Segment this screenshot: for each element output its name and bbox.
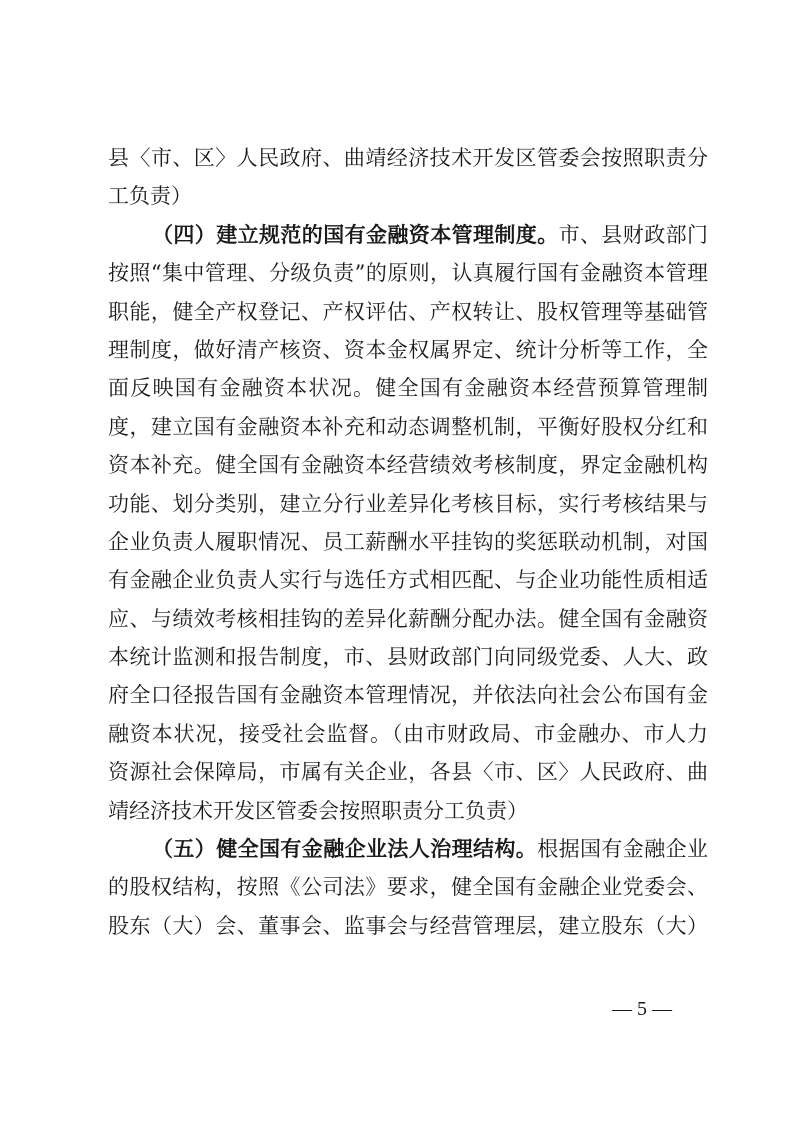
heading-continuation: 市、县财政部门 <box>558 222 709 247</box>
text-line: 县〈市、区〉人民政府、曲靖经济技术开发区管委会按照职责分 <box>108 146 708 170</box>
page-number: — 5 — <box>612 998 672 1020</box>
text-line: 度，建立国有金融资本补充和动态调整机制，平衡好股权分红和 <box>108 414 708 439</box>
text-line: 面反映国有金融资本状况。健全国有金融资本经营预算管理制 <box>108 376 708 401</box>
heading-line <box>108 216 708 254</box>
text-line: 资本补充。健全国有金融资本经营绩效考核制度，界定金融机构 <box>108 453 708 478</box>
text-line: 的股权结构，按照《公司法》要求，健全国有金融企业党委会、 <box>108 875 708 900</box>
body-text <box>108 139 708 945</box>
text-line: 企业负责人履职情况、员工薪酬水平挂钩的奖惩联动机制，对国 <box>108 529 708 554</box>
text-line: 有金融企业负责人实行与选任方式相匹配、与企业功能性质相适 <box>108 568 708 593</box>
text-line: 府全口径报告国有金融资本管理情况，并依法向社会公布国有金 <box>108 683 708 708</box>
text-line: 应、与绩效考核相挂钩的差异化薪酬分配办法。健全国有金融资 <box>108 606 708 631</box>
heading-continuation: 根据国有金融企业 <box>537 837 709 862</box>
text-line: 工负责） <box>108 184 192 209</box>
section-heading: （五）健全国有金融企业法人治理结构。 <box>152 836 538 862</box>
heading-line <box>108 830 708 868</box>
text-line: 功能、划分类别，建立分行业差异化考核目标，实行考核结果与 <box>108 491 708 516</box>
text-line: 融资本状况，接受社会监督。（由市财政局、市金融办、市人力 <box>108 721 708 746</box>
text-line: 职能，健全产权登记、产权评估、产权转让、股权管理等基础管 <box>108 299 708 324</box>
text-line: 本统计监测和报告制度，市、县财政部门向同级党委、人大、政 <box>108 645 708 670</box>
text-line: 股东（大）会、董事会、监事会与经营管理层，建立股东（大） <box>108 913 708 938</box>
text-line: 资源社会保障局，市属有关企业，各县〈市、区〉人民政府、曲 <box>108 760 708 785</box>
text-line: 靖经济技术开发区管委会按照职责分工负责） <box>108 798 528 823</box>
section-heading: （四）建立规范的国有金融资本管理制度。 <box>152 221 559 247</box>
text-line: 按照“集中管理、分级负责”的原则，认真履行国有金融资本管理 <box>108 261 708 286</box>
text-line: 理制度，做好清产核资、资本金权属界定、统计分析等工作，全 <box>108 337 708 362</box>
